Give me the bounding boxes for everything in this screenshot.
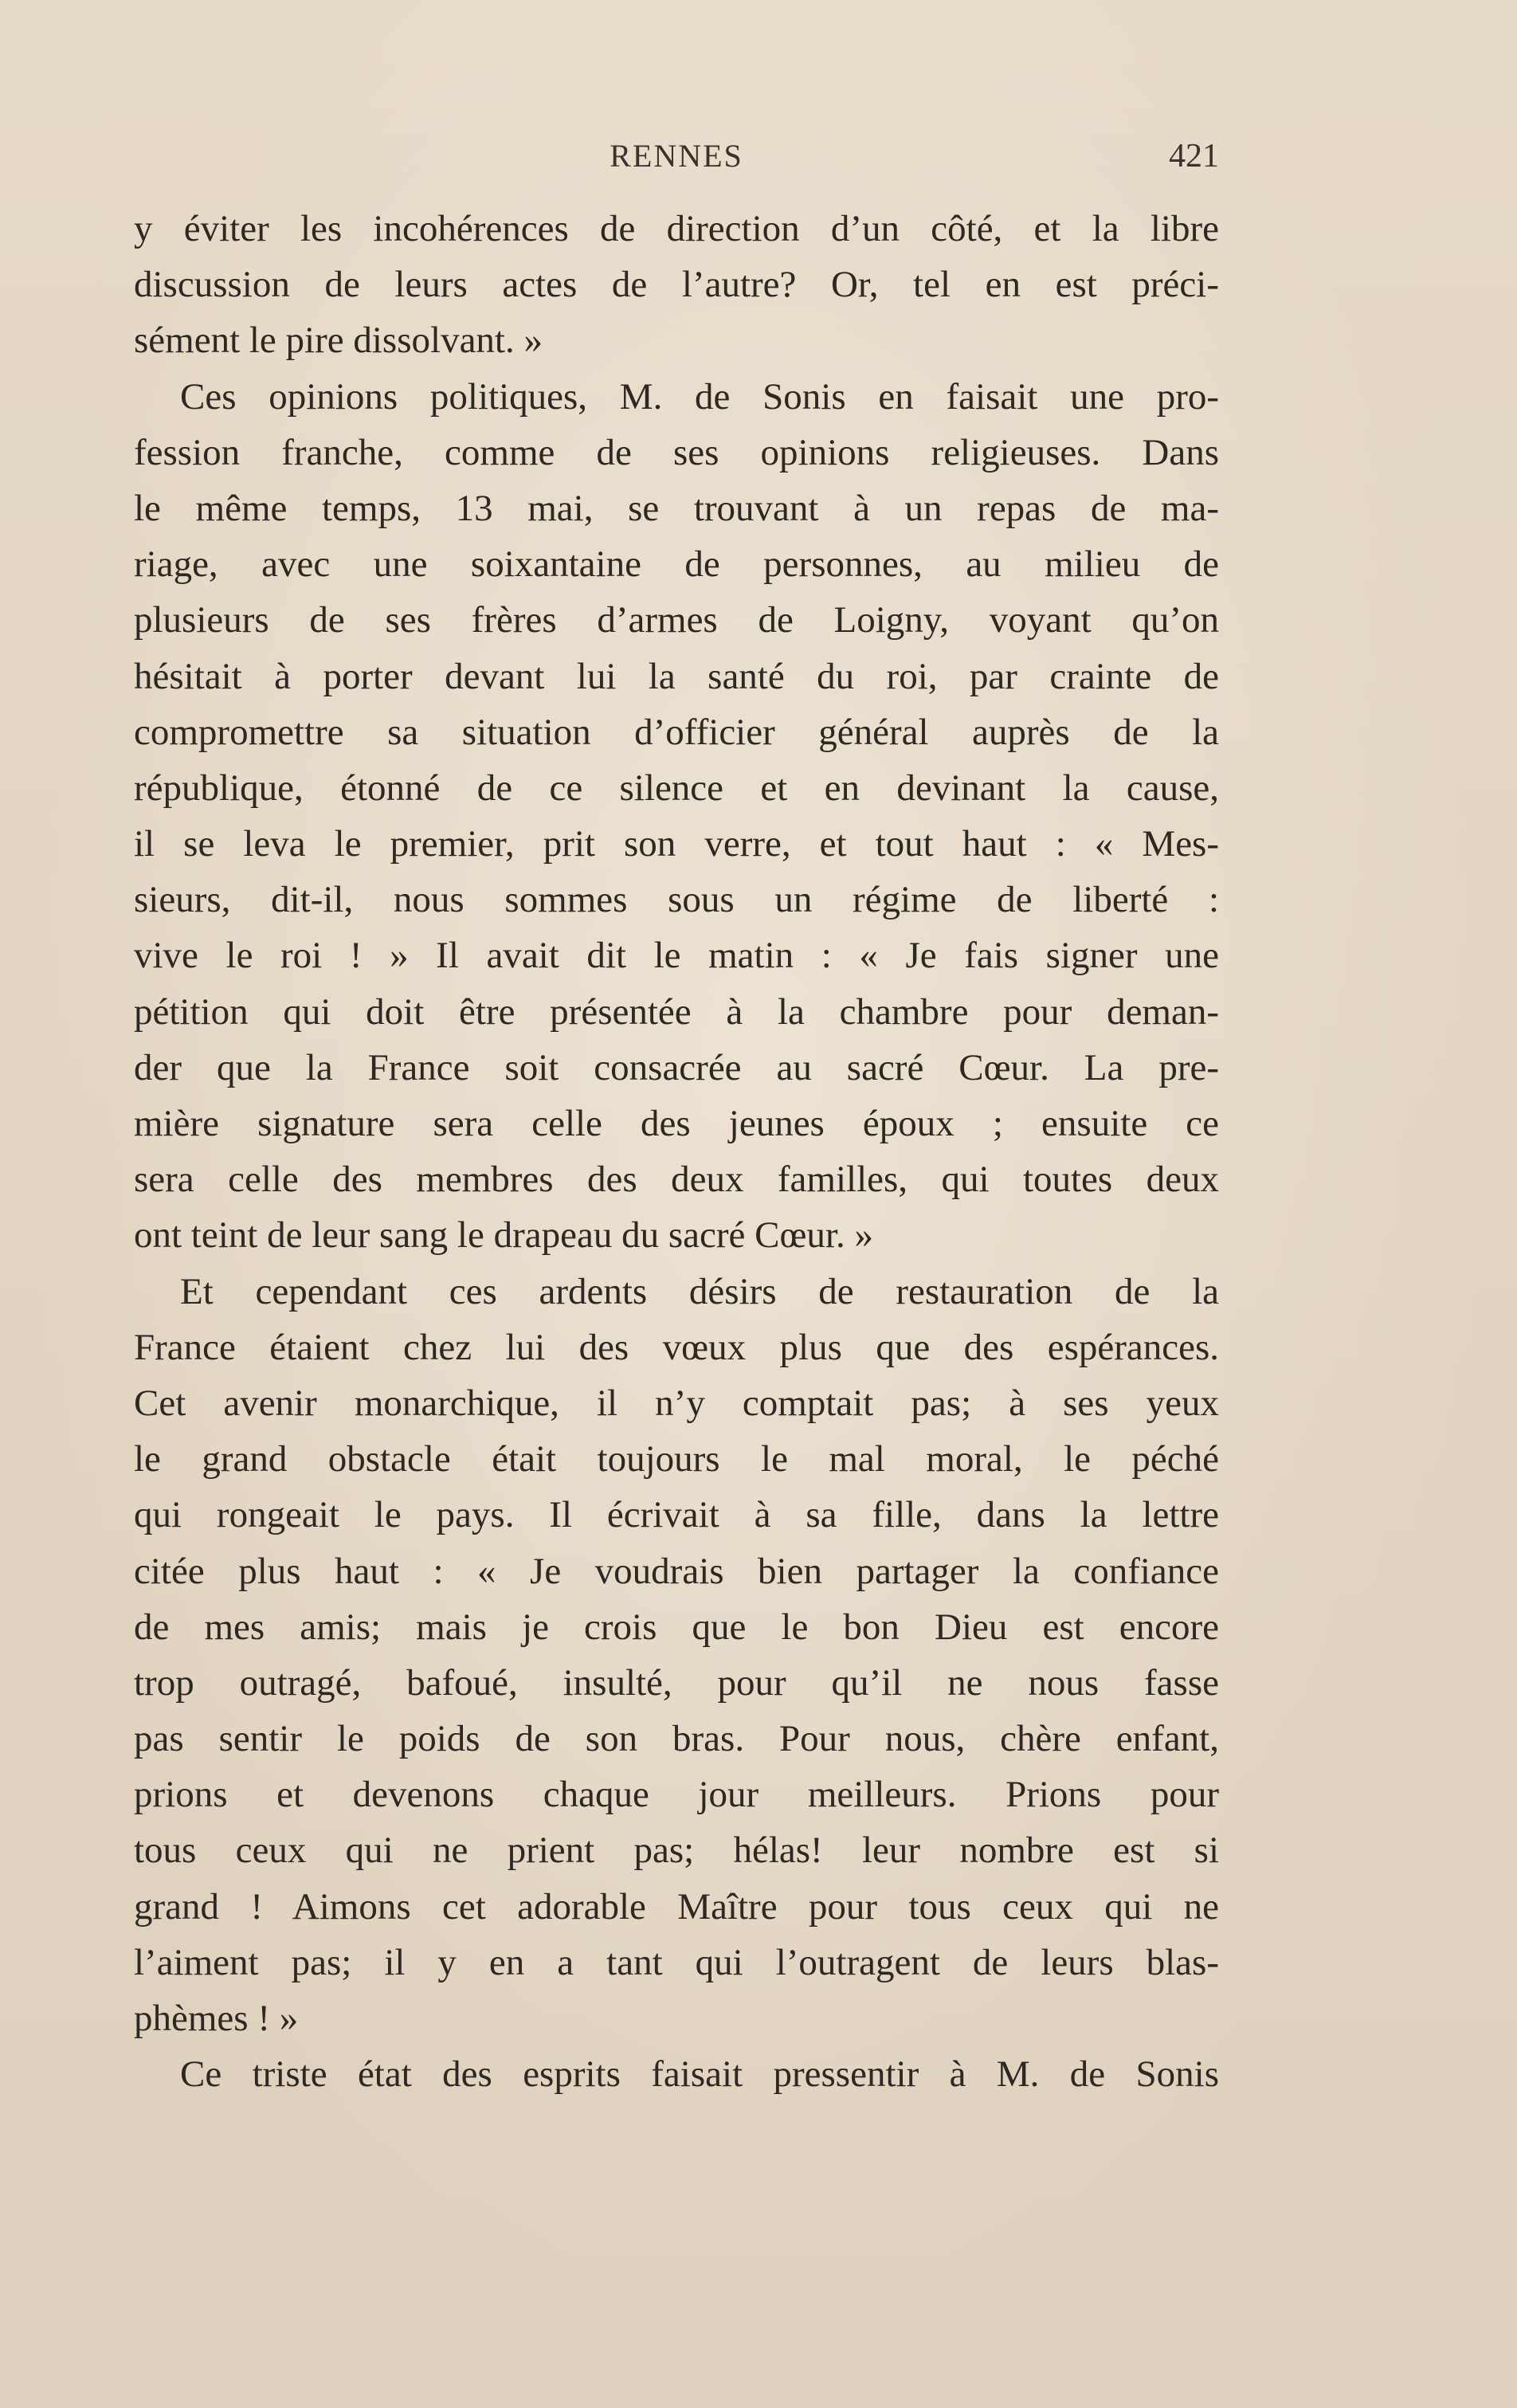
text-line: sera celle des membres des deux familles, qui toutes deux bbox=[134, 1159, 1219, 1201]
text-line: ont teint de leur sang le drapeau du sacré Cœur. » bbox=[134, 1214, 873, 1257]
text-line: citée plus haut : « Je voudrais bien partager la confiance bbox=[134, 1550, 1219, 1592]
text-line: mière signature sera celle des jeunes époux ; ensuite ce bbox=[134, 1103, 1219, 1144]
text-line: pas sentir le poids de son bras. Pour nous, chère enfant, bbox=[134, 1718, 1219, 1760]
text-line: pétition qui doit être présentée à la chambre pour deman- bbox=[134, 990, 1219, 1033]
text-line: vive le roi ! » Il avait dit le matin : « Je fais signer une bbox=[134, 935, 1219, 977]
text-line: sieurs, dit-il, nous sommes sous un régime de liberté : bbox=[134, 879, 1219, 921]
text-line: grand ! Aimons cet adorable Maître pour tous ceux qui ne bbox=[134, 1885, 1219, 1928]
text-line: Ces opinions politiques, M. de Sonis en faisait une pro- bbox=[180, 375, 1219, 418]
text-line: der que la France soit consacrée au sacré Cœur. La pre- bbox=[134, 1046, 1219, 1088]
text-line: Cet avenir monarchique, il n’y comptait pas; à ses yeux bbox=[134, 1382, 1219, 1424]
text-line: Ce triste état des esprits faisait pressentir à M. de Sonis bbox=[180, 2053, 1219, 2096]
text-line: France étaient chez lui des vœux plus que des espérances. bbox=[134, 1326, 1219, 1368]
text-line: plusieurs de ses frères d’armes de Loigny, voyant qu’on bbox=[134, 599, 1219, 641]
text-line: Et cependant ces ardents désirs de restauration de la bbox=[180, 1270, 1219, 1312]
text-line: qui rongeait le pays. Il écrivait à sa fille, dans la lettre bbox=[134, 1494, 1219, 1536]
text-line: phèmes ! » bbox=[134, 1998, 299, 2039]
text-line: trop outragé, bafoué, insulté, pour qu’il ne nous fasse bbox=[134, 1661, 1219, 1704]
text-line: compromettre sa situation d’officier général auprès de la bbox=[134, 711, 1219, 753]
text-line: fession franche, comme de ses opinions religieuses. Dans bbox=[134, 431, 1219, 473]
body-text bbox=[134, 201, 1219, 2102]
page-header bbox=[134, 137, 1219, 185]
text-line: hésitait à porter devant lui la santé du roi, par crainte de bbox=[134, 655, 1219, 697]
running-title: RENNES bbox=[610, 138, 743, 174]
text-line: de mes amis; mais je crois que le bon Dieu est encore bbox=[134, 1606, 1219, 1648]
text-line: le grand obstacle était toujours le mal moral, le péché bbox=[134, 1438, 1219, 1480]
page-number: 421 bbox=[1169, 138, 1219, 175]
text-line: tous ceux qui ne prient pas; hélas! leur nombre est si bbox=[134, 1830, 1219, 1872]
text-line: riage, avec une soixantaine de personnes, au milieu de bbox=[134, 543, 1219, 586]
text-line: discussion de leurs actes de l’autre? Or, tel en est préci- bbox=[134, 264, 1219, 306]
text-line: y éviter les incohérences de direction d’un côté, et la libre bbox=[134, 208, 1219, 249]
text-line: république, étonné de ce silence et en devinant la cause, bbox=[134, 767, 1219, 809]
text-line: sément le pire dissolvant. » bbox=[134, 320, 543, 362]
text-line: le même temps, 13 mai, se trouvant à un repas de ma- bbox=[134, 487, 1219, 529]
text-line: prions et devenons chaque jour meilleurs. Prions pour bbox=[134, 1774, 1219, 1816]
text-line: il se leva le premier, prit son verre, et tout haut : « Mes- bbox=[134, 823, 1219, 865]
text-line: l’aiment pas; il y en a tant qui l’outragent de leurs blas- bbox=[134, 1941, 1219, 1983]
